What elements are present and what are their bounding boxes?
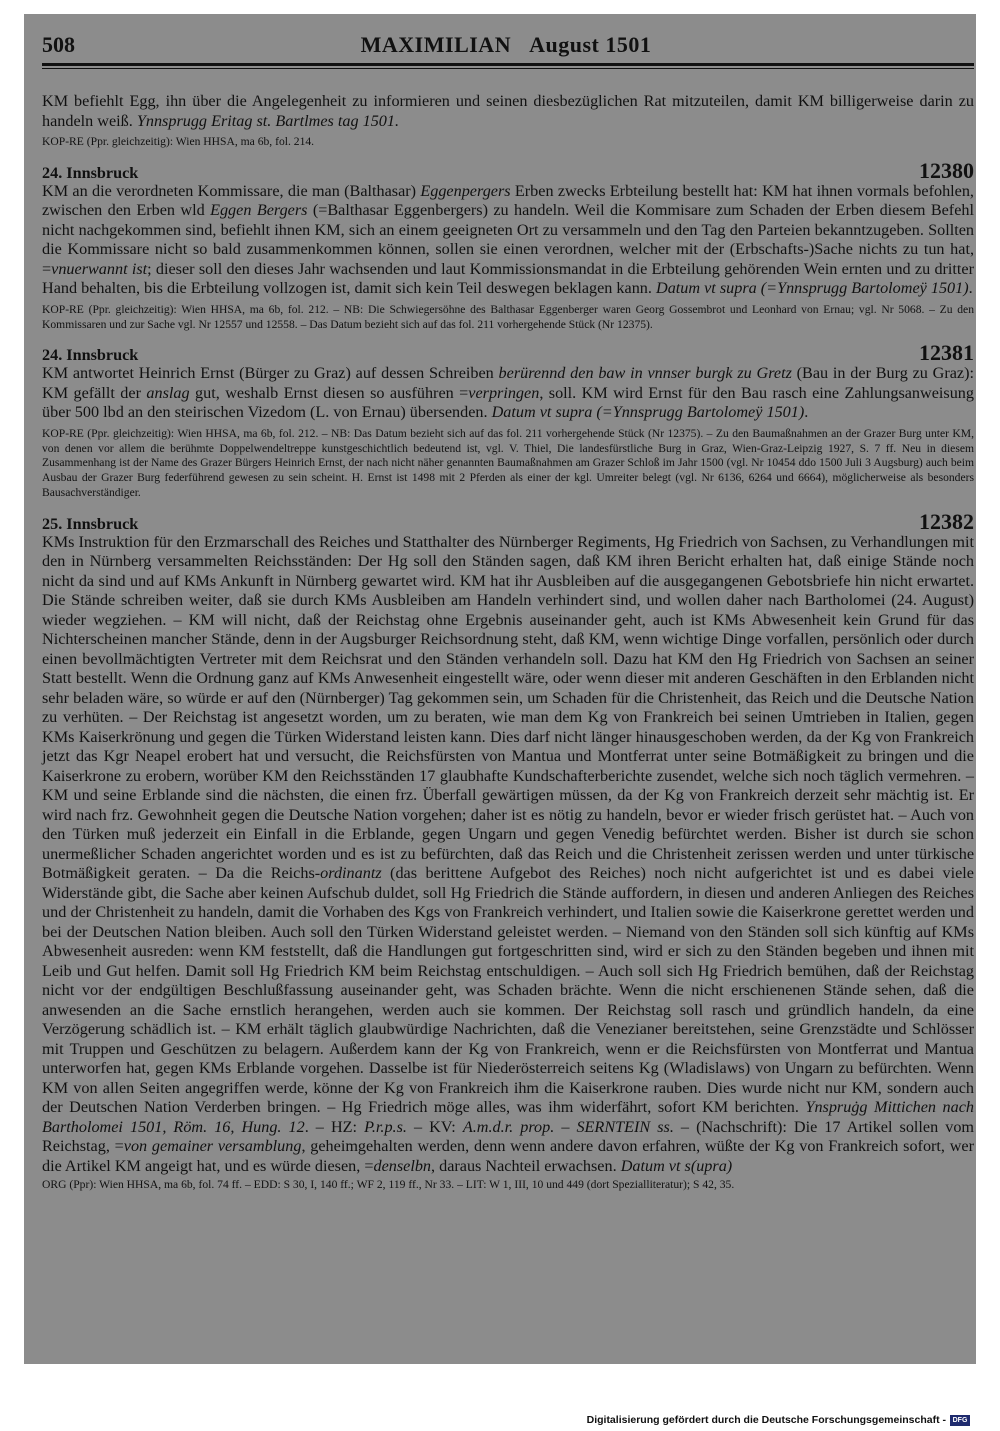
entry-heading [42,340,974,366]
running-title [42,32,970,58]
regest-text: , daraus Nachteil erwachsen. [431,1156,621,1175]
entry-location: 24. Innsbruck [42,163,139,182]
header-rule [42,63,974,66]
content-body [42,92,974,1193]
regest-text: – (Nachschrift): Die 17 Artikel sollen vom Reichstag, = [42,1117,975,1156]
regest-quote: Eggenpergers [420,181,511,200]
running-header [42,32,970,64]
entry-heading [42,157,974,183]
entry-regest [42,533,974,1177]
page-number: 508 [42,32,75,57]
entry-source: KOP-RE (Ppr. gleichzeitig): Wien HHSA, ma 6b, fol. 212. – NB: Die Schwiegersöhne des Balthasar Eggenberger waren Georg Gossembrot und Leonhard von Ernau; vgl. Nr 5068. – Zu den Kommissaren und zur Sache vgl. Nr 12557 und 12558. – Das Datum bezieht sich auf das fol. 211 vorhergehende Stück (Nr 12375). [42,302,974,331]
running-title-date: August 1501 [529,32,652,57]
entry-source: ORG (Ppr): Wien HHSA, ma 6b, fol. 74 ff. – EDD: S 30, I, 140 ff.; WF 2, 119 ff., Nr 33. – LIT: W 1, III, 10 und 449 (dort Spezialliteratur); S 42, 35. [42,1178,735,1192]
running-title-name: MAXIMILIAN [360,32,512,57]
credit-text: Digitalisierung gefördert durch die Deutsche Forschungsgemeinschaft - [586,1414,946,1426]
regest-dating: Ynspruġg Mittichen nach Bartholomei 1501, Röm. 16, Hung. 12 [42,1098,974,1136]
regest-quote: denselbn [373,1156,432,1175]
regest-quote: A.m.d.r. prop. – SERNTEIN ss. [462,1117,674,1136]
regest-text: , geheimgehalten werden, denn wenn andere davon erfahren, wüßte der Kg von Frankreich sofort, wer die Artikel KM angeigt hat, und es würde diesen, = [42,1137,974,1175]
entry-12381 [42,340,974,500]
intro-text: KM befiehlt Egg, ihn über die Angelegenheit zu informieren und seinen diesbezüglichen Rat mitzuteilen, damit KM billigerweise darin zu handeln weiß. [42,92,974,130]
entry-number: 12382 [919,508,974,534]
entry-source: KOP-RE (Ppr. gleichzeitig): Wien HHSA, ma 6b, fol. 212. – NB: Das Datum bezieht sich auf das fol. 211 vorhergehende Stück (Nr 12375). – Zu den Baumaßnahmen an der Grazer Burg unter KM, von denen vor allem die berühmte Doppelwendeltreppe kunstgeschichtlich bedeutend ist, vgl. V. Thiel, Die landesfürstliche Burg in Graz, Wien-Graz-Leipzig 1927, S. 7 ff. Neu in diesem Zusammenhang ist der Name des Grazer Bürgers Heinrich Ernst, der nach nicht näher genannten Baumaßnahmen am Grazer Schloß im Jahr 1500 (vgl. Nr 10454 ddo 1500 Juli 3 Augsburg) auch beim Ausbau der Grazer Burg federführend gewesen zu sein scheint. H. Ernst ist 1498 mit 2 Pferden als einer der kgl. Umreiter belegt (vgl. Nr 6136, 6264 und 6664), möglicherweise als besonders Bausachverständiger. [42,426,974,500]
intro-source: KOP-RE (Ppr. gleichzeitig): Wien HHSA, ma 6b, fol. 214. [42,135,315,148]
header-rule-thin [42,68,974,69]
dfg-logo-icon: DFG [950,1415,970,1426]
regest-quote: anslag [146,383,190,402]
regest-quote: vnuerwannt ist [51,259,148,278]
regest-text: KM antwortet Heinrich Ernst (Bürger zu Graz) auf dessen Schreiben [42,364,499,383]
regest-text: . [968,279,973,298]
regest-dating: Datum vt supra (=Ynnsprugg Bartolomeÿ 1501) [491,403,805,422]
regest-text: . [804,403,809,422]
entry-location: 24. Innsbruck [42,346,139,365]
regest-text: – KV: [406,1117,463,1136]
entry-number: 12380 [919,157,974,183]
entry-heading [42,508,974,534]
regest-text: gut, weshalb Ernst diesen so ausführen = [189,383,469,402]
entry-12380 [42,157,974,333]
regest-dating: Datum vt supra (=Ynnsprugg Bartolomeÿ 1501) [656,279,969,298]
regest-text: KMs Instruktion für den Erzmarschall des Reiches und Statthalter des Nürnberger Regiments, Hg Friedrich von Sachsen, zu Verhandlungen mit den in Nürnberg versammelten Reichsständen: Der Hg soll den Ständen sagen, daß KM ihren Bericht erhalten hat, daß einige Stände noch nicht da sind und auf KMs Ankunft in Nürnberg gewartet wird. KM hat ihr Ausbleiben auf die ausgegangenen Gebotsbriefe hin nicht erwartet. Die Stände schreiben weiter, daß sie durch KMs Ausbleiben am Handeln verhindert sind, und wollen daher nach Bartholomei (24. August) wieder wegziehen. – KM will nicht, daß der Reichstag ohne Ergebnis auseinander geht, auch ist KMs Abwesenheit kein Grund für das Nichterscheinen mancher Stände, denn in der Augsburger Reichsordnung steht, daß KM, wenn wichtige Dinge vorfallen, persönlich oder durch einen bevollmächtigten Vertreter mit dem Reichsrat und den Ständen verhandeln soll. Dazu hat KM den Hg Friedrich von Sachsen an seiner Statt bestellt. Wenn die Ordnung ganz auf KMs Anwesenheit eingestellt wäre, oder wenn dieser mit anderen Geschäften in den Erblanden nicht sehr beladen wäre, so würde er auf den (Nürnberger) Tag gekommen sein, um Schaden für die Christenheit, das Reich und die Deutsche Nation zu verhüten. – Der Reichstag ist angesetzt worden, um zu beraten, wie man dem Kg von Frankreich bei seinen Umtrieben in Italien, gegen KMs Kaiserkrönung und gegen die Türken Widerstand leisten kann. Dies darf nicht länger hinausgeschoben werden, da der Kg von Frankreich jetzt das Kgr Neapel erobert hat und versucht, die Reichsfürsten von Mantua und Montferrat unter seine Botmäßigkeit zu bringen und die Kaiserkrone zu erobern, worüber KM den Reichsständen 17 glaubhafte Kundschafterberichte zusendet, welche sich noch täglich vermehren. – KM und seine Erblande sind die nächsten, die einen frz. Überfall gewärtigen müssen, da der Kg von Frankreich derzeit sehr mächtig ist. Er wird nach frz. Gewohnheit gegen die Deutsche Nation vorgehen; daher ist es nötig zu handeln, bevor er wieder frisch gerüstet hat. – Auch von den Türken muß jederzeit ein Einfall in die Erblande, gegen Ungarn und gegen Venedig befürchtet werden. Bisher ist durch sie schon unermeßlicher Schaden angerichtet worden und es ist zu befürchten, daß das Reich und die Christenheit zerissen werden und unter türkische Botmäßigkeit geraten. – Da die Reichs- [42,532,974,883]
regest-text: . – HZ: [304,1117,365,1136]
regest-quote: Eggen Bergers [210,201,308,220]
intro-dating: Ynnsprugg Eritag st. Bartlmes tag 1501. [136,111,400,130]
regest-quote: von gemainer versamblung [123,1137,302,1156]
regest-quote: P.r.p.s. [364,1117,407,1136]
regest-text: (Bau in der Burg zu Graz): KM gefällt der [42,364,974,402]
regest-text: ; dieser soll den dieses Jahr wachsenden und laut Kommissionsmandat in die Erbteilung gehörenden Wein ernten und zu dritter Hand behalten, bis die Erbteilung vollzogen ist, damit sich kein Teil deswegen beklagen kann. [42,259,974,298]
entry-regest [42,364,974,423]
regest-text: Erben zwecks Erbteilung bestellt hat: KM hat ihnen vormals befohlen, zwischen den Erben wld [42,181,974,220]
regest-quote: ordinantz [320,864,382,883]
entry-regest [42,182,974,299]
digitization-credit [587,1412,970,1428]
regest-quote: verpringen [468,383,540,402]
entry-location: 25. Innsbruck [42,514,139,533]
entry-number: 12381 [919,340,974,366]
regest-quote: berürennd den baw in vnnser burgk zu Gretz [498,364,792,383]
intro-paragraph [42,92,974,131]
regest-text: KM an die verordneten Kommissare, die man (Balthasar) [42,181,421,200]
entry-12382 [42,508,975,1193]
regest-text: (=Balthasar Eggenbergers) zu handeln. Weil die Kommisare zum Schaden der Erben diesem Befehl nicht nachgekommen sind, befiehlt ihnen KM, sich an einem geeigneten Ort zu versammeln und den Tag den Parteien bekanntzugeben. Sollten die Kommissare nicht so bald zusammenkommen können, sollen sie einen verordnen, welcher mit der (Erbschafts-)Sache nichts zu tun hat, = [42,201,974,278]
regest-text: , soll. KM wird Ernst für den Bau rasch eine Zahlungsanweisung über 500 lbd an den steirischen Vizedom (L. von Ernau) übersenden. [42,383,974,422]
regest-text: (das berittene Aufgebot des Reiches) noch nicht aufgerichtet ist und es dabei viele Widerstände gibt, die Sache aber keinen Aufschub duldet, soll Hg Friedrich die Stände auffordern, in diesen und anderen Anliegen des Reiches und der Christenheit zu handeln, damit die Vorhaben des Kgs von Frankreich verhindert, und Italien sowie die Kaiserkrone gerettet werden und bei der Deutschen Nation bleiben. Auch soll den Türken Widerstand geleistet werden. – Niemand von den Ständen soll sich künftig auf KMs Abwesenheit ausreden: wenn KM feststellt, daß die Handlungen gut fortgeschritten sind, wird er sich zu den Ständen begeben und ihnen mit Leib und Gut helfen. Damit soll Hg Friedrich KM beim Reichstag entschuldigen. – Auch soll sich Hg Friedrich bemühen, daß der Reichstag nicht vor der endgültigen Beschlußfassung auseinander geht, was Schaden brächte. Wenn die nicht erschienenen Stände sehen, daß die anwesenden an die Sache ernstlich herangehen, werden auch sie kommen. Der Reichstag soll rasch und gründlich handeln, da eine Verzögerung schädlich ist. – KM erhält täglich glaubwürdige Nachrichten, daß die Venezianer bereitstehen, seine Grenzstädte und Schlösser mit Truppen und Geschützen zu belagern. Außerdem kann der Kg von Frankreich, wenn er die Reichsfürsten von Montferrat und Mantua unterworfen hat, gegen KMs Erblande vorgehen. Dasselbe ist für Niederösterreich seitens Kg (Wladislaws) von Ungarn zu befürchten. Wenn KM von allen Seiten angegriffen werde, könne der Kg von Frankreich ihm die Kaiserkrone rauben. Dies wurde nicht nur KM, sondern auch der Deutschen Nation Verderben bringen. – Hg Friedrich möge alles, was ihm widerfährt, sofort KM berichten. [42,864,974,1117]
regest-dating: Datum vt s(upra) [620,1156,733,1175]
